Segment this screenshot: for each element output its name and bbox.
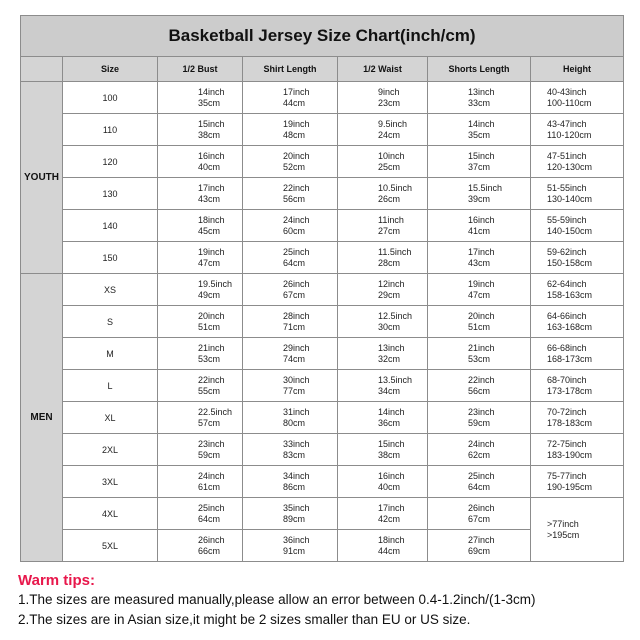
cm-value: 57cm	[198, 417, 221, 428]
cm-value: 64cm	[283, 257, 306, 268]
inch-value: 22inch	[198, 374, 225, 385]
size-label: XS	[63, 274, 158, 306]
size-label: M	[63, 338, 158, 370]
cm-value: 51cm	[198, 321, 221, 332]
header-row	[21, 57, 624, 82]
inch-value: 13inch	[468, 86, 495, 97]
shorts-length-cell	[428, 434, 531, 466]
shirt-length-cell	[243, 210, 338, 242]
cm-value: 51cm	[468, 321, 491, 332]
inch-value: 68-70inch	[547, 374, 587, 385]
cm-value: 42cm	[378, 513, 401, 524]
shorts-length-cell	[428, 242, 531, 274]
cm-value: 26cm	[378, 193, 401, 204]
shirt-length-cell	[243, 82, 338, 114]
header-height: Height	[531, 57, 624, 82]
inch-value: 17inch	[378, 502, 405, 513]
cm-value: >195cm	[547, 529, 580, 540]
header-size: Size	[63, 57, 158, 82]
inch-value: 20inch	[468, 310, 495, 321]
cm-value: 40cm	[378, 481, 401, 492]
cm-value: 77cm	[283, 385, 306, 396]
bust-cell	[158, 146, 243, 178]
inch-value: 17inch	[283, 86, 310, 97]
title-row	[21, 16, 624, 57]
bust-cell	[158, 114, 243, 146]
inch-value: 23inch	[468, 406, 495, 417]
cm-value: 38cm	[198, 129, 221, 140]
header-shorts-length: Shorts Length	[428, 57, 531, 82]
shirt-length-cell	[243, 178, 338, 210]
size-row	[21, 306, 624, 338]
cm-value: 59cm	[198, 449, 221, 460]
inch-value: 19inch	[468, 278, 495, 289]
cm-value: 56cm	[468, 385, 491, 396]
shirt-length-cell	[243, 466, 338, 498]
cm-value: 29cm	[378, 289, 401, 300]
warm-tips	[18, 572, 630, 630]
shirt-length-cell	[243, 114, 338, 146]
size-row	[21, 338, 624, 370]
bust-cell	[158, 498, 243, 530]
inch-value: 70-72inch	[547, 406, 587, 417]
cm-value: 100-110cm	[547, 97, 592, 108]
inch-value: 24inch	[283, 214, 310, 225]
shorts-length-cell	[428, 402, 531, 434]
bust-cell	[158, 370, 243, 402]
chart-title: Basketball Jersey Size Chart(inch/cm)	[21, 16, 624, 57]
bust-cell	[158, 402, 243, 434]
height-cell	[531, 274, 624, 306]
waist-cell	[338, 306, 428, 338]
header-waist: 1/2 Waist	[338, 57, 428, 82]
inch-value: 17inch	[198, 182, 225, 193]
inch-value: 35inch	[283, 502, 310, 513]
shirt-length-cell	[243, 402, 338, 434]
cm-value: 33cm	[468, 97, 491, 108]
header-shirt-length: Shirt Length	[243, 57, 338, 82]
cm-value: 35cm	[468, 129, 491, 140]
bust-cell	[158, 338, 243, 370]
shirt-length-cell	[243, 306, 338, 338]
group-label: MEN	[21, 274, 63, 562]
cm-value: 67cm	[283, 289, 306, 300]
height-cell	[531, 114, 624, 146]
size-row	[21, 402, 624, 434]
inch-value: 51-55inch	[547, 182, 587, 193]
size-row	[21, 82, 624, 114]
inch-value: 40-43inch	[547, 86, 587, 97]
inch-value: 21inch	[468, 342, 495, 353]
cm-value: 69cm	[468, 545, 491, 556]
bust-cell	[158, 306, 243, 338]
waist-cell	[338, 210, 428, 242]
inch-value: 25inch	[198, 502, 225, 513]
inch-value: 18inch	[378, 534, 405, 545]
cm-value: 110-120cm	[547, 129, 592, 140]
shorts-length-cell	[428, 466, 531, 498]
cm-value: 140-150cm	[547, 225, 593, 236]
waist-cell	[338, 498, 428, 530]
cm-value: 39cm	[468, 193, 491, 204]
waist-cell	[338, 114, 428, 146]
inch-value: 19inch	[283, 118, 310, 129]
cm-value: 43cm	[468, 257, 491, 268]
inch-value: 12.5inch	[378, 310, 413, 321]
waist-cell	[338, 242, 428, 274]
inch-value: 34inch	[283, 470, 310, 481]
inch-value: 64-66inch	[547, 310, 587, 321]
inch-value: 16inch	[378, 470, 405, 481]
size-label: S	[63, 306, 158, 338]
inch-value: 9inch	[378, 86, 400, 97]
shorts-length-cell	[428, 178, 531, 210]
size-row	[21, 146, 624, 178]
cm-value: 34cm	[378, 385, 401, 396]
cm-value: 61cm	[198, 481, 221, 492]
size-label: 4XL	[63, 498, 158, 530]
bust-cell	[158, 530, 243, 562]
height-cell	[531, 242, 624, 274]
cm-value: 64cm	[468, 481, 491, 492]
cm-value: 53cm	[468, 353, 491, 364]
warm-tip-line: 1.The sizes are measured manually,please allow an error between 0.4-1.2inch/(1-3cm)	[18, 592, 536, 607]
cm-value: 64cm	[198, 513, 221, 524]
inch-value: 19.5inch	[198, 278, 233, 289]
cm-value: 91cm	[283, 545, 306, 556]
size-label: 130	[63, 178, 158, 210]
bust-cell	[158, 82, 243, 114]
inch-value: 9.5inch	[378, 118, 408, 129]
cm-value: 32cm	[378, 353, 401, 364]
size-label: 5XL	[63, 530, 158, 562]
inch-value: 47-51inch	[547, 150, 587, 161]
shorts-length-cell	[428, 274, 531, 306]
cm-value: 163-168cm	[547, 321, 593, 332]
inch-value: >77inch	[547, 518, 579, 529]
height-cell	[531, 498, 624, 562]
height-cell	[531, 82, 624, 114]
size-row	[21, 210, 624, 242]
inch-value: 16inch	[468, 214, 495, 225]
inch-value: 21inch	[198, 342, 225, 353]
cm-value: 27cm	[378, 225, 401, 236]
height-cell	[531, 306, 624, 338]
size-row	[21, 242, 624, 274]
cm-value: 86cm	[283, 481, 306, 492]
inch-value: 62-64inch	[547, 278, 587, 289]
cm-value: 43cm	[198, 193, 221, 204]
height-cell	[531, 466, 624, 498]
inch-value: 24inch	[468, 438, 495, 449]
cm-value: 30cm	[378, 321, 401, 332]
inch-value: 18inch	[198, 214, 225, 225]
cm-value: 40cm	[198, 161, 221, 172]
inch-value: 22inch	[468, 374, 495, 385]
cm-value: 168-173cm	[547, 353, 593, 364]
height-cell	[531, 370, 624, 402]
cm-value: 60cm	[283, 225, 306, 236]
shorts-length-cell	[428, 498, 531, 530]
cm-value: 24cm	[378, 129, 401, 140]
inch-value: 28inch	[283, 310, 310, 321]
inch-value: 10.5inch	[378, 182, 413, 193]
bust-cell	[158, 434, 243, 466]
inch-value: 72-75inch	[547, 438, 587, 449]
size-row	[21, 498, 624, 530]
cm-value: 178-183cm	[547, 417, 593, 428]
cm-value: 47cm	[468, 289, 491, 300]
size-label: 120	[63, 146, 158, 178]
inch-value: 13inch	[378, 342, 405, 353]
size-label: 100	[63, 82, 158, 114]
inch-value: 11.5inch	[378, 246, 412, 257]
cm-value: 62cm	[468, 449, 491, 460]
size-row	[21, 466, 624, 498]
size-label: 110	[63, 114, 158, 146]
waist-cell	[338, 178, 428, 210]
inch-value: 22inch	[283, 182, 310, 193]
size-chart-table	[20, 15, 624, 562]
inch-value: 25inch	[283, 246, 310, 257]
cm-value: 190-195cm	[547, 481, 593, 492]
height-cell	[531, 178, 624, 210]
size-label: 3XL	[63, 466, 158, 498]
inch-value: 31inch	[283, 406, 310, 417]
warm-tip-line: 2.The sizes are in Asian size,it might be 2 sizes smaller than EU or US size.	[18, 612, 471, 627]
cm-value: 44cm	[378, 545, 401, 556]
size-row	[21, 178, 624, 210]
inch-value: 15.5inch	[468, 182, 503, 193]
inch-value: 26inch	[198, 534, 225, 545]
inch-value: 14inch	[378, 406, 405, 417]
shorts-length-cell	[428, 370, 531, 402]
bust-cell	[158, 242, 243, 274]
inch-value: 11inch	[378, 214, 404, 225]
group-label: YOUTH	[21, 82, 63, 274]
inch-value: 59-62inch	[547, 246, 587, 257]
size-row	[21, 434, 624, 466]
shirt-length-cell	[243, 370, 338, 402]
waist-cell	[338, 530, 428, 562]
cm-value: 59cm	[468, 417, 491, 428]
inch-value: 24inch	[198, 470, 225, 481]
inch-value: 30inch	[283, 374, 310, 385]
inch-value: 20inch	[198, 310, 225, 321]
cm-value: 80cm	[283, 417, 306, 428]
shirt-length-cell	[243, 434, 338, 466]
bust-cell	[158, 178, 243, 210]
inch-value: 26inch	[283, 278, 310, 289]
inch-value: 33inch	[283, 438, 310, 449]
shorts-length-cell	[428, 338, 531, 370]
height-cell	[531, 402, 624, 434]
size-label: L	[63, 370, 158, 402]
cm-value: 83cm	[283, 449, 306, 460]
size-row	[21, 370, 624, 402]
shorts-length-cell	[428, 114, 531, 146]
cm-value: 183-190cm	[547, 449, 593, 460]
size-label: 2XL	[63, 434, 158, 466]
cm-value: 52cm	[283, 161, 306, 172]
size-label: 140	[63, 210, 158, 242]
cm-value: 56cm	[283, 193, 306, 204]
bust-cell	[158, 274, 243, 306]
size-row	[21, 114, 624, 146]
inch-value: 16inch	[198, 150, 225, 161]
inch-value: 19inch	[198, 246, 225, 257]
header-bust: 1/2 Bust	[158, 57, 243, 82]
cm-value: 28cm	[378, 257, 401, 268]
height-cell	[531, 210, 624, 242]
inch-value: 13.5inch	[378, 374, 413, 385]
inch-value: 43-47inch	[547, 118, 587, 129]
cm-value: 35cm	[198, 97, 221, 108]
waist-cell	[338, 82, 428, 114]
cm-value: 41cm	[468, 225, 491, 236]
cm-value: 49cm	[198, 289, 221, 300]
size-label: XL	[63, 402, 158, 434]
cm-value: 53cm	[198, 353, 221, 364]
inch-value: 15inch	[198, 118, 225, 129]
shorts-length-cell	[428, 210, 531, 242]
cm-value: 120-130cm	[547, 161, 593, 172]
cm-value: 67cm	[468, 513, 491, 524]
inch-value: 23inch	[198, 438, 225, 449]
inch-value: 14inch	[198, 86, 225, 97]
cm-value: 89cm	[283, 513, 306, 524]
header-blank	[21, 57, 63, 82]
cm-value: 23cm	[378, 97, 401, 108]
waist-cell	[338, 466, 428, 498]
cm-value: 158-163cm	[547, 289, 593, 300]
inch-value: 20inch	[283, 150, 310, 161]
cm-value: 25cm	[378, 161, 401, 172]
inch-value: 17inch	[468, 246, 495, 257]
cm-value: 150-158cm	[547, 257, 593, 268]
inch-value: 12inch	[378, 278, 405, 289]
bust-cell	[158, 210, 243, 242]
cm-value: 74cm	[283, 353, 306, 364]
inch-value: 10inch	[378, 150, 405, 161]
height-cell	[531, 338, 624, 370]
size-label: 150	[63, 242, 158, 274]
cm-value: 130-140cm	[547, 193, 593, 204]
shirt-length-cell	[243, 530, 338, 562]
cm-value: 48cm	[283, 129, 306, 140]
inch-value: 55-59inch	[547, 214, 587, 225]
shirt-length-cell	[243, 274, 338, 306]
size-row	[21, 274, 624, 306]
cm-value: 44cm	[283, 97, 306, 108]
warm-tips-title: Warm tips:	[18, 572, 95, 589]
inch-value: 75-77inch	[547, 470, 587, 481]
cm-value: 37cm	[468, 161, 491, 172]
shorts-length-cell	[428, 306, 531, 338]
cm-value: 66cm	[198, 545, 221, 556]
inch-value: 25inch	[468, 470, 495, 481]
cm-value: 38cm	[378, 449, 401, 460]
cm-value: 173-178cm	[547, 385, 593, 396]
cm-value: 45cm	[198, 225, 221, 236]
cm-value: 71cm	[283, 321, 306, 332]
height-cell	[531, 434, 624, 466]
height-cell	[531, 146, 624, 178]
waist-cell	[338, 370, 428, 402]
waist-cell	[338, 274, 428, 306]
shorts-length-cell	[428, 82, 531, 114]
inch-value: 36inch	[283, 534, 310, 545]
inch-value: 26inch	[468, 502, 495, 513]
shirt-length-cell	[243, 338, 338, 370]
bust-cell	[158, 466, 243, 498]
shirt-length-cell	[243, 146, 338, 178]
inch-value: 14inch	[468, 118, 495, 129]
waist-cell	[338, 338, 428, 370]
shirt-length-cell	[243, 242, 338, 274]
cm-value: 36cm	[378, 417, 401, 428]
inch-value: 15inch	[378, 438, 405, 449]
waist-cell	[338, 434, 428, 466]
inch-value: 29inch	[283, 342, 310, 353]
shirt-length-cell	[243, 498, 338, 530]
cm-value: 55cm	[198, 385, 221, 396]
inch-value: 22.5inch	[198, 406, 233, 417]
waist-cell	[338, 146, 428, 178]
inch-value: 66-68inch	[547, 342, 587, 353]
cm-value: 47cm	[198, 257, 221, 268]
waist-cell	[338, 402, 428, 434]
inch-value: 15inch	[468, 150, 495, 161]
shorts-length-cell	[428, 530, 531, 562]
inch-value: 27inch	[468, 534, 495, 545]
shorts-length-cell	[428, 146, 531, 178]
